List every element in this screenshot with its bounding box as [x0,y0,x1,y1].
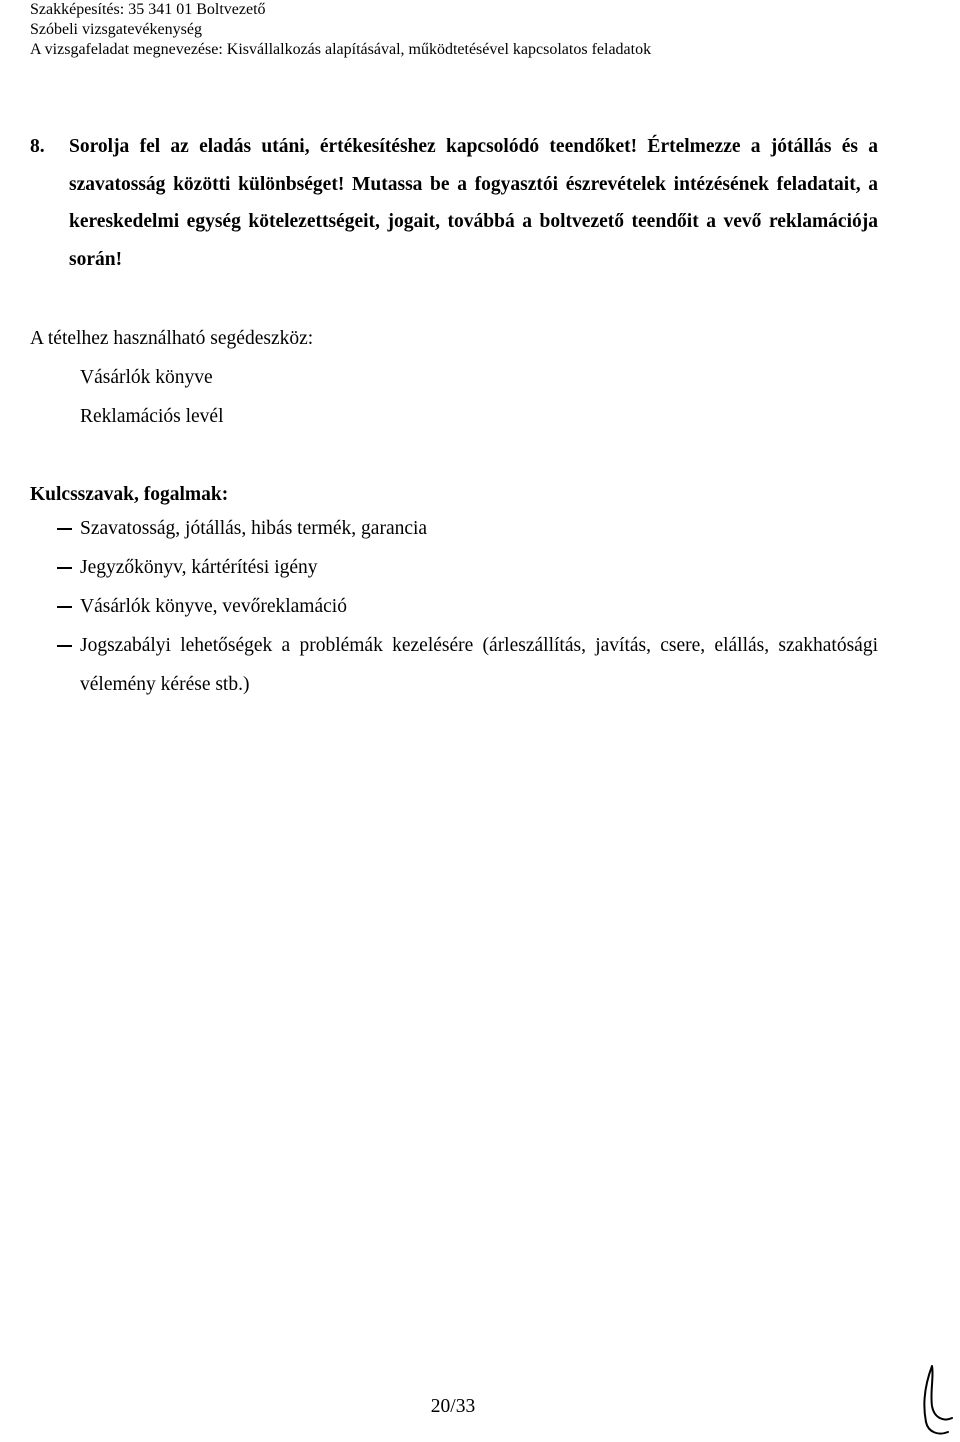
header-qualification: Szakképesítés: 35 341 01 Boltvezető [30,1,266,18]
keyword-item [30,548,878,587]
question-number: 8. [30,136,45,157]
question-text: Sorolja fel az eladás utáni, értékesítéshez kapcsolódó teendőket! Értelmezze a jótállás és a szavatosság közötti különbséget! Mutassa be a fogyasztói észrevételek intézésének feladatait, a kereskedelmi egység kötelezettségeit, jogait, továbbá a boltvezető teendőit a vevő reklamációja során! [69,136,878,270]
keywords-title: Kulcsszavak, fogalmak: [30,484,229,505]
question-block [30,128,878,278]
page-number: 20/33 [430,1396,476,1417]
aids-title: A tételhez használható segédeszköz: [30,328,314,349]
keyword-text: Szavatosság, jótállás, hibás termék, garancia [80,518,428,539]
keyword-item [30,587,878,626]
dash-bullet-icon [57,567,72,569]
keywords-list [30,509,878,704]
dash-bullet-icon [57,528,72,530]
aid-item: Vásárlók könyve [80,367,213,388]
dash-bullet-icon [57,606,72,608]
signature-mark [918,1362,958,1440]
keyword-text: Jogszabályi lehetőségek a problémák kezelésére (árleszállítás, javítás, csere, elállás, szakhatósági vélemény kérése stb.) [80,635,878,695]
keyword-item [30,626,878,704]
header-exam-activity: Szóbeli vizsgatevékenység [30,21,202,38]
aid-item: Reklamációs levél [80,406,224,427]
document-header [30,0,950,60]
keyword-text: Jegyzőkönyv, kártérítési igény [80,557,318,578]
header-task-name: A vizsgafeladat megnevezése: Kisvállalkozás alapításával, működtetésével kapcsolatos feladatok [30,41,652,58]
keyword-item [30,509,878,548]
dash-bullet-icon [57,645,72,647]
keyword-text: Vásárlók könyve, vevőreklamáció [80,596,347,617]
aids-section [30,319,313,436]
